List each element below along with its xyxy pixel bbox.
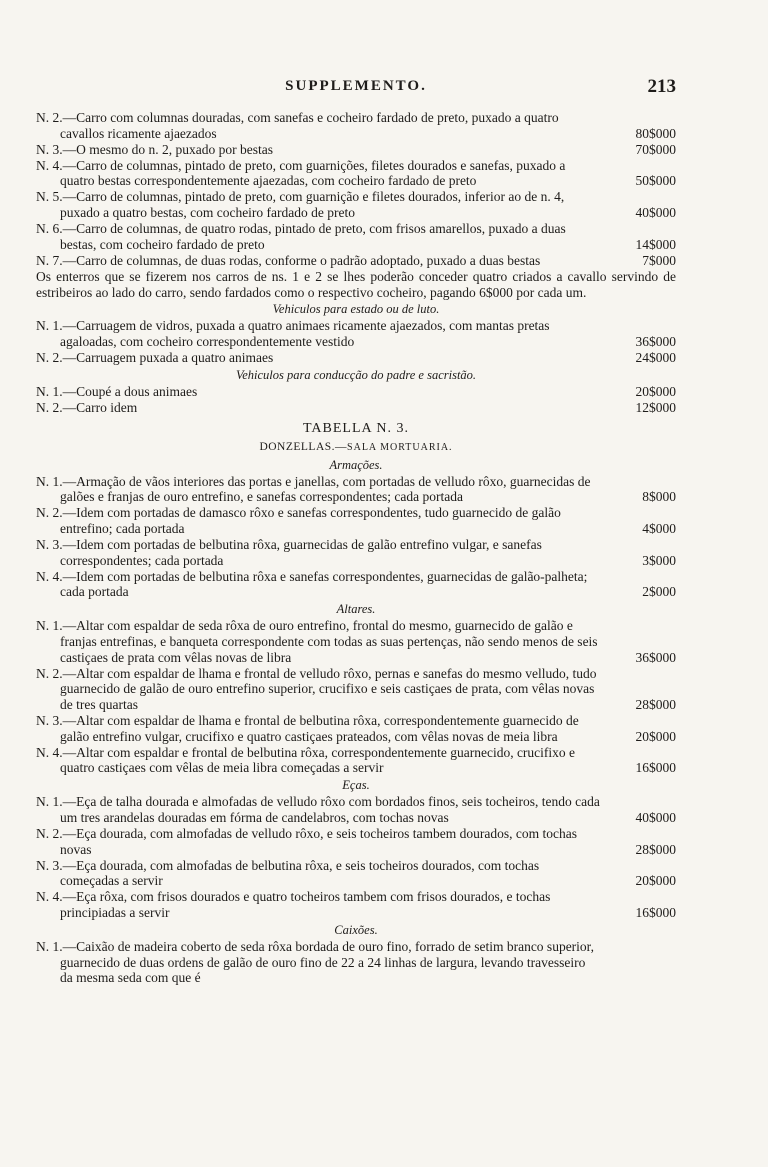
section-heading: Armações.: [329, 457, 383, 472]
entry-text: N. 4.—Carro de columnas, pintado de preto, com guarnições, filetes dourados e sanefas, puxado a quatro bestas correspondentemente ajaezadas, com cocheiro fardado de preto: [36, 157, 566, 189]
list-item: [36, 158, 676, 189]
section-heading: Eças.: [342, 778, 370, 793]
entry-text: N. 3.—O mesmo do n. 2, puxado por bestas: [36, 141, 273, 157]
entry-text: N. 3.—Altar com espaldar de lhama e frontal de belbutina rôxa, correspondentemente guarnecido de galão entrefino vulgar, crucifixo e quatro castiçaes prateados, com vêlas novas de meia libra: [36, 712, 579, 744]
entry-price: 20$000: [635, 873, 676, 889]
entry-price: 50$000: [635, 173, 676, 189]
entry-text: N. 3.—Eça dourada, com almofadas de belbutina rôxa, e seis tocheiros dourados, com tochas começadas a servir: [36, 857, 540, 889]
subtitle-lead: DONZELLAS.—: [259, 440, 348, 453]
entry-text: N. 3.—Idem com portadas de belbutina rôxa, guarnecidas de galão entrefino vulgar, e sanefas correspondentes; cada portada: [36, 536, 542, 568]
entry-price: 36$000: [635, 333, 676, 349]
list-item: [36, 142, 676, 158]
section-heading: Caixões.: [334, 923, 378, 938]
entry-text: N. 6.—Carro de columnas, de quatro rodas, pintado de preto, com frisos amarellos, puxado a duas bestas, com cocheiro fardado de preto: [36, 221, 566, 252]
note-paragraph: Os enterros que se fizerem nos carros de ns. 1 e 2 se lhes poderão conceder quatro criados a cavallo servindo de estribeiros ao lado do carro, sendo fardados como o respectivo cocheiro, pagando 6$000 por cada um.: [36, 268, 676, 300]
list-item: [36, 384, 676, 400]
table-subtitle: [36, 439, 676, 456]
carros-list: [36, 110, 676, 300]
altares-list: [36, 618, 676, 775]
entry-text: N. 1.—Caixão de madeira coberto de seda rôxa bordada de ouro fino, forrado de setim branco superior, guarnecido de duas ordens de galão de ouro fino de 22 a 24 linhas de largura, levando travesseiro da mesma seda com que é: [36, 939, 595, 986]
section-heading: Vehiculos para estado ou de luto.: [272, 302, 440, 317]
entry-price: 28$000: [635, 841, 676, 857]
entry-text: N. 5.—Carro de columnas, pintado de preto, com guarnição e filetes dourados, inferior ao de n. 4, puxado a quatro bestas, com cocheiro fardado de preto: [36, 189, 565, 221]
page-content: [36, 110, 676, 986]
entry-price: 8$000: [642, 489, 676, 505]
entry-price: 2$000: [642, 584, 676, 600]
entry-text: N. 1.—Altar com espaldar de seda rôxa de ouro entrefino, frontal do mesmo, guarnecido de galão e franjas entrefinas, e banqueta correspondente com todas as suas pertenças, não sendo menos de seis castiçaes de prata com vêlas novas de libra: [36, 618, 598, 665]
entry-text: N. 4.—Eça rôxa, com frisos dourados e quatro tocheiros tambem com frisos dourados, e tochas principiadas a servir: [36, 889, 551, 920]
entry-text: N. 7.—Carro de columnas, de duas rodas, conforme o padrão adoptado, puxado a duas bestas: [36, 252, 541, 268]
entry-price: 3$000: [642, 552, 676, 568]
caixoes-list: [36, 939, 676, 986]
entry-price: 28$000: [635, 696, 676, 712]
entry-text: N. 1.—Armação de vãos interiores das portas e janellas, com portadas de velludo rôxo, guarnecidas de galões e franjas de ouro entrefino, e sanefas correspondentes; cada portada: [36, 473, 591, 505]
list-item: [36, 318, 676, 349]
entry-price: 7$000: [642, 252, 676, 268]
entry-price: 4$000: [642, 520, 676, 536]
entry-price: 12$000: [635, 400, 676, 415]
list-item: [36, 889, 676, 920]
entry-text: N. 4.—Idem com portadas de belbutina rôxa e sanefas correspondentes, guarnecidas de galão-palheta; cada portada: [36, 568, 588, 600]
entry-text: N. 1.—Carruagem de vidros, puxada a quatro animaes ricamente ajaezados, com mantas pretas agaloadas, com cocheiro correspondentemente vestido: [36, 318, 550, 349]
entry-price: 20$000: [635, 383, 676, 399]
entry-price: 70$000: [635, 141, 676, 157]
list-item: [36, 794, 676, 825]
running-title: SUPPLEMENTO.: [285, 78, 427, 94]
list-item: [36, 569, 676, 600]
list-item: [36, 618, 676, 665]
entry-text: N. 2.—Carro com columnas douradas, com sanefas e cocheiro fardado de preto, puxado a quatro cavallos ricamente ajaezados: [36, 110, 559, 141]
entry-price: 14$000: [635, 236, 676, 252]
list-item: [36, 505, 676, 536]
entry-price: 40$000: [635, 809, 676, 825]
entry-text: N. 2.—Eça dourada, com almofadas de velludo rôxo, e seis tocheiros tambem dourados, com tochas novas: [36, 825, 577, 857]
list-item: [36, 110, 676, 141]
page-number: 213: [647, 76, 676, 97]
ecas-list: [36, 794, 676, 920]
entry-price: 20$000: [635, 728, 676, 744]
entry-price: 16$000: [635, 760, 676, 776]
entry-text: N. 2.—Idem com portadas de damasco rôxo e sanefas correspondentes, tudo guarnecido de galão entrefino; cada portada: [36, 505, 561, 536]
entry-price: 36$000: [635, 649, 676, 665]
list-item: [36, 253, 676, 269]
page-header: [36, 78, 676, 102]
list-item: [36, 189, 676, 220]
entry-text: N. 1.—Coupé a dous animaes: [36, 383, 198, 399]
list-item: [36, 537, 676, 568]
table-title: TABELLA N. 3.: [303, 420, 409, 436]
list-item: [36, 666, 676, 713]
list-item: [36, 400, 676, 416]
list-item: [36, 221, 676, 252]
list-item: [36, 474, 676, 505]
entry-price: 16$000: [635, 904, 676, 920]
entry-text: N. 4.—Altar com espaldar e frontal de belbutina rôxa, correspondentemente guarnecido, crucifixo e quatro castiçaes com vêlas de meia libra começadas a servir: [36, 744, 576, 776]
vehiculos-estado-list: [36, 318, 676, 365]
entry-text: N. 1.—Eça de talha dourada e almofadas de velludo rôxo com bordados finos, seis tocheiros, tendo cada um tres arandelas douradas em fórma de candelabros, com tochas novas: [36, 794, 600, 825]
entry-text: N. 2.—Carruagem puxada a quatro animaes: [36, 349, 274, 365]
entry-text: N. 2.—Altar com espaldar de lhama e frontal de velludo rôxo, pernas e sanefas do mesmo velludo, tudo guarnecido de galão de ouro entrefino superior, crucifixo e seis castiçaes de prata, com vêlas novas de tres quartas: [36, 665, 597, 712]
entry-text: N. 2.—Carro idem: [36, 400, 138, 415]
list-item: [36, 350, 676, 366]
list-item: [36, 858, 676, 889]
armacoes-list: [36, 474, 676, 600]
entry-price: 40$000: [635, 205, 676, 221]
section-heading: Vehiculos para conducção do padre e sacristão.: [235, 367, 477, 382]
subtitle-rest: SALA MORTUARIA.: [347, 441, 453, 453]
vehiculos-padre-list: [36, 384, 676, 416]
entry-price: 24$000: [635, 349, 676, 365]
list-item: [36, 713, 676, 744]
list-item: [36, 826, 676, 857]
section-heading: Altares.: [336, 602, 376, 617]
list-item: [36, 939, 676, 986]
entry-price: 80$000: [635, 125, 676, 141]
list-item: [36, 745, 676, 776]
